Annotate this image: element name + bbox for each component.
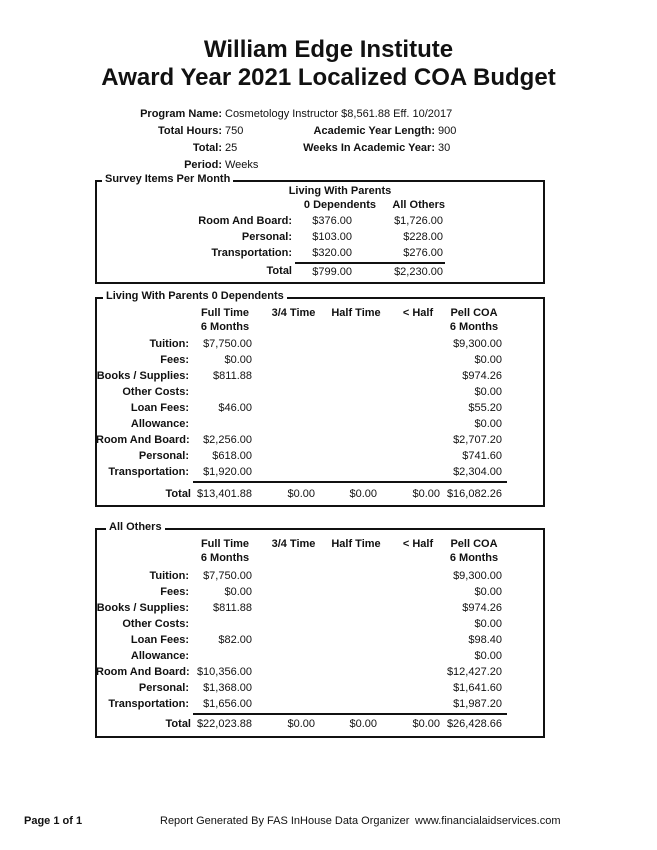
survey-col-parents-line1: Living With Parents	[288, 185, 392, 197]
others-row-label: Room And Board:	[96, 666, 190, 678]
parents-row-label: Transportation:	[108, 466, 189, 478]
others-row-pell: $1,641.60	[453, 682, 502, 694]
survey-row-label: Room And Board:	[198, 215, 292, 227]
survey-col-others: All Others	[392, 199, 445, 211]
parents-row-pell: $2,304.00	[453, 466, 502, 478]
others-row-label: Transportation:	[108, 698, 189, 710]
parents-row-full: $811.88	[213, 370, 252, 382]
survey-row-others: $276.00	[403, 247, 443, 259]
others-row-full: $0.00	[224, 586, 252, 598]
others-row-full: $10,356.00	[196, 666, 252, 678]
page-subtitle: Award Year 2021 Localized COA Budget	[101, 64, 556, 91]
parents-row-label: Fees:	[160, 354, 189, 366]
col-less-half: < Half	[402, 307, 434, 319]
footer-page-number: Page 1 of 1	[24, 815, 83, 827]
parents-total-pell: $16,082.26	[446, 488, 502, 500]
total-value: 25	[225, 142, 238, 154]
parents-row-pell: $9,300.00	[453, 338, 502, 350]
parents-row-label: Tuition:	[149, 338, 189, 350]
others-row-pell: $9,300.00	[453, 570, 502, 582]
academic-year-length-label: Academic Year Length:	[313, 125, 435, 137]
parents-row-full: $2,256.00	[203, 434, 252, 446]
col-full-time-line2: 6 Months	[200, 321, 250, 333]
others-total-rule	[193, 713, 507, 715]
total-hours-value: 750	[225, 125, 244, 137]
parents-total-rule	[193, 481, 507, 483]
page-title: William Edge Institute	[203, 36, 454, 63]
col-full-time-line1: Full Time	[200, 538, 250, 550]
parents-total-less-half: $0.00	[412, 488, 440, 500]
parents-row-label: Other Costs:	[122, 386, 189, 398]
col-pell-line1: Pell COA	[450, 538, 498, 550]
col-three-quarter: 3/4 Time	[271, 538, 316, 550]
col-full-time-line1: Full Time	[200, 307, 250, 319]
survey-row-parents: $320.00	[312, 247, 352, 259]
parents-total-full: $13,401.88	[196, 488, 252, 500]
others-total-full: $22,023.88	[196, 718, 252, 730]
others-row-pell: $0.00	[474, 650, 502, 662]
others-row-full: $82.00	[218, 634, 252, 646]
parents-row-pell: $974.26	[462, 370, 502, 382]
survey-row-others: $228.00	[403, 231, 443, 243]
survey-total-parents: $799.00	[312, 266, 352, 278]
others-total-three-quarter: $0.00	[287, 718, 315, 730]
others-row-label: Other Costs:	[122, 618, 189, 630]
others-row-full: $1,368.00	[203, 682, 252, 694]
weeks-label: Weeks In Academic Year:	[303, 142, 435, 154]
parents-row-full: $0.00	[224, 354, 252, 366]
period-value: Weeks	[225, 159, 259, 171]
survey-total-label: Total	[266, 265, 292, 277]
col-pell-line2: 6 Months	[449, 552, 499, 564]
program-name-label: Program Name:	[140, 108, 222, 120]
col-pell-line2: 6 Months	[449, 321, 499, 333]
others-total-half: $0.00	[349, 718, 377, 730]
survey-row-label: Transportation:	[211, 247, 292, 259]
others-row-pell: $0.00	[474, 586, 502, 598]
survey-title: Survey Items Per Month	[102, 173, 233, 185]
others-row-pell: $0.00	[474, 618, 502, 630]
col-full-time-line2: 6 Months	[200, 552, 250, 564]
parents-row-full: $46.00	[218, 402, 252, 414]
others-row-label: Fees:	[160, 586, 189, 598]
others-total-less-half: $0.00	[412, 718, 440, 730]
survey-total-others: $2,230.00	[394, 266, 443, 278]
others-total-pell: $26,428.66	[446, 718, 502, 730]
survey-row-parents: $376.00	[312, 215, 352, 227]
parents-row-label: Books / Supplies:	[96, 370, 189, 382]
weeks-value: 30	[438, 142, 451, 154]
others-row-full: $811.88	[213, 602, 252, 614]
parents-row-pell: $2,707.20	[453, 434, 502, 446]
others-row-pell: $974.26	[462, 602, 502, 614]
others-total-label: Total	[165, 718, 191, 730]
others-section-title: All Others	[106, 521, 165, 533]
parents-row-full: $1,920.00	[203, 466, 252, 478]
parents-row-pell: $0.00	[474, 354, 502, 366]
others-row-pell: $12,427.20	[446, 666, 502, 678]
survey-col-parents-line2: 0 Dependents	[303, 199, 377, 211]
parents-row-full: $7,750.00	[203, 338, 252, 350]
others-row-label: Loan Fees:	[130, 634, 189, 646]
parents-row-label: Allowance:	[130, 418, 189, 430]
total-hours-label: Total Hours:	[158, 125, 222, 137]
others-row-pell: $98.40	[468, 634, 502, 646]
parents-row-label: Room And Board:	[96, 434, 190, 446]
survey-row-others: $1,726.00	[394, 215, 443, 227]
survey-total-rule	[295, 262, 445, 264]
parents-row-label: Loan Fees:	[130, 402, 189, 414]
col-three-quarter: 3/4 Time	[271, 307, 316, 319]
footer-generated: Report Generated By FAS InHouse Data Organizer	[160, 815, 410, 827]
survey-row-parents: $103.00	[312, 231, 352, 243]
parents-total-three-quarter: $0.00	[287, 488, 315, 500]
others-row-label: Books / Supplies:	[96, 602, 189, 614]
academic-year-length-value: 900	[438, 125, 457, 137]
parents-row-full: $618.00	[212, 450, 252, 462]
col-pell-line1: Pell COA	[450, 307, 498, 319]
others-row-label: Tuition:	[149, 570, 189, 582]
col-less-half: < Half	[402, 538, 434, 550]
period-label: Period:	[184, 159, 222, 171]
parents-row-pell: $55.20	[468, 402, 502, 414]
program-name-value: Cosmetology Instructor $8,561.88 Eff. 10/2017	[225, 108, 453, 120]
total-label: Total:	[192, 142, 222, 154]
parents-row-pell: $0.00	[474, 386, 502, 398]
col-half-time: Half Time	[331, 538, 381, 550]
parents-total-label: Total	[165, 488, 191, 500]
parents-row-pell: $741.60	[462, 450, 502, 462]
others-row-label: Personal:	[138, 682, 189, 694]
parents-row-pell: $0.00	[474, 418, 502, 430]
others-row-full: $1,656.00	[203, 698, 252, 710]
parents-row-label: Personal:	[138, 450, 189, 462]
col-half-time: Half Time	[331, 307, 381, 319]
others-row-label: Allowance:	[130, 650, 189, 662]
survey-row-label: Personal:	[241, 231, 292, 243]
others-row-pell: $1,987.20	[453, 698, 502, 710]
footer-url: www.financialaidservices.com	[415, 815, 561, 827]
parents-section-title: Living With Parents 0 Dependents	[103, 290, 287, 302]
others-row-full: $7,750.00	[203, 570, 252, 582]
parents-total-half: $0.00	[349, 488, 377, 500]
